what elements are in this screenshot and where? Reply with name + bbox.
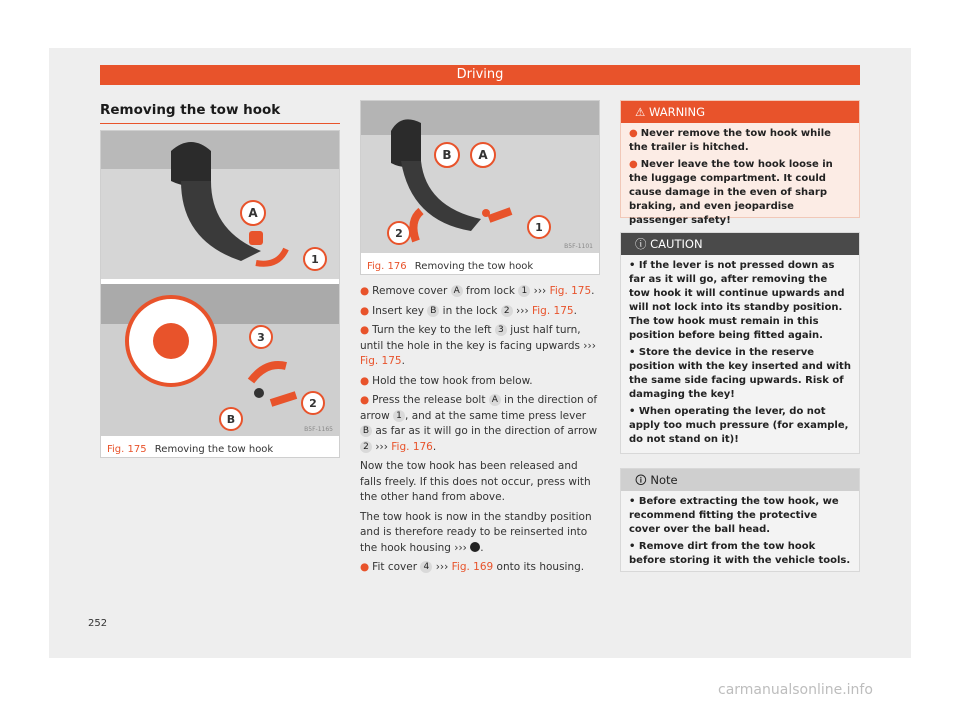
watermark: carmanualsonline.info [718, 682, 873, 698]
svg-text:B5F-1101: B5F-1101 [564, 243, 593, 250]
page-number: 252 [88, 618, 108, 629]
svg-text:1: 1 [535, 221, 543, 234]
note-icon: 🛈 [635, 473, 647, 487]
svg-text:2: 2 [395, 227, 403, 240]
note-box [620, 468, 860, 572]
step-text: onto its housing. [493, 561, 585, 573]
step-6 [360, 560, 600, 576]
step-4 [360, 374, 600, 390]
step-text: ››› [432, 561, 452, 573]
svg-text:A: A [248, 206, 258, 220]
step-text: , and at the same time press lever [405, 409, 587, 422]
step-text: Hold the tow hook from below. [372, 374, 533, 387]
bullet-icon: • [629, 347, 639, 358]
step-text: . [432, 440, 437, 453]
figure-link[interactable]: Fig. 175 [531, 304, 574, 317]
warning-body [621, 123, 859, 239]
section-title: Removing the tow hook [100, 100, 340, 124]
bullet-icon: ● [360, 561, 370, 573]
warning-item [629, 127, 851, 155]
step-text: as far as it will go in the direction of arrow [372, 425, 598, 437]
step-text: in the lock [439, 304, 501, 317]
figure-175-caption-text: Removing the tow hook [154, 444, 274, 455]
ref-label: 2 [501, 305, 513, 317]
figure-link[interactable]: Fig. 169 [451, 561, 494, 573]
ref-label: 1 [393, 410, 405, 422]
ref-label: 1 [518, 285, 530, 297]
note-header [621, 469, 859, 491]
svg-text:3: 3 [257, 331, 265, 344]
step-text: Press the release bolt [372, 394, 489, 406]
paragraph-standby [360, 510, 600, 557]
warning-item [629, 158, 851, 228]
step-text: . [573, 304, 577, 317]
step-text: . [591, 285, 595, 297]
bullet-icon: ● [360, 374, 370, 387]
warning-box [620, 100, 860, 226]
figure-176 [360, 100, 600, 275]
figure-link[interactable]: Fig. 175 [360, 355, 402, 367]
caution-item-text: If the lever is not pressed down as far as it will go, after removing the tow hook it will continue upwards and will not lock into its standby position. The tow hook must remain in this position before being fitted again. [629, 260, 845, 341]
ref-label: 2 [360, 441, 372, 453]
svg-text:2: 2 [309, 397, 317, 410]
instructions [360, 284, 600, 580]
warning-item-text: Never remove the tow hook while the trailer is hitched. [629, 128, 831, 153]
step-1 [360, 284, 600, 300]
paragraph-text: The tow hook is now in the standby position and is therefore ready to be reinserted into the hook housing ››› [360, 510, 592, 554]
svg-text:B: B [226, 413, 236, 426]
warning-header [621, 101, 859, 123]
step-text: just half turn, until the hole in the key is facing upwards ››› [360, 324, 596, 352]
bullet-icon: • [629, 260, 639, 271]
svg-text:B5F-1165: B5F-1165 [304, 426, 333, 433]
note-item [629, 495, 851, 537]
step-text: Fit cover [372, 561, 421, 573]
bullet-icon: • [629, 406, 639, 417]
caution-item [629, 259, 851, 343]
figure-176-image [361, 101, 599, 253]
svg-text:A: A [478, 148, 488, 162]
step-5 [360, 393, 600, 455]
figure-175-label: Fig. 175 [107, 444, 147, 455]
caution-item [629, 346, 851, 402]
ref-label: 3 [495, 324, 507, 336]
caution-body [621, 255, 859, 458]
bullet-icon: • [629, 496, 639, 507]
bullet-icon: ● [360, 394, 370, 406]
bullet-icon: ● [360, 304, 370, 317]
bullet-icon: ● [629, 159, 638, 170]
bullet-icon: • [629, 541, 639, 552]
step-text: ››› [512, 304, 532, 317]
figure-176-label: Fig. 176 [367, 261, 407, 272]
svg-text:B: B [442, 148, 452, 162]
step-text: from lock [462, 285, 519, 297]
ref-label: B [360, 425, 372, 437]
ref-label: 4 [420, 561, 432, 573]
caution-box [620, 232, 860, 454]
step-2 [360, 304, 600, 320]
caution-icon: ⓘ [635, 237, 647, 251]
bullet-icon: ● [360, 285, 370, 297]
paragraph-text: . [480, 541, 484, 554]
warning-heading: WARNING [648, 105, 706, 119]
ref-label: A [489, 394, 501, 406]
column-left [100, 100, 340, 124]
note-item-text: Before extracting the tow hook, we recommend fitting the protective cover over the ball head. [629, 496, 839, 535]
caution-ref-icon[interactable] [470, 542, 480, 552]
ref-label: B [427, 305, 439, 317]
warning-item-text: Never leave the tow hook loose in the luggage compartment. It could cause damage in the even of sharp braking, and even jeopardise passenger safety! [629, 159, 833, 226]
warning-icon: ⚠ [635, 105, 646, 119]
step-text: ››› [372, 440, 392, 453]
note-item [629, 540, 851, 568]
step-3 [360, 323, 600, 370]
bullet-icon: ● [629, 128, 638, 139]
step-text: . [401, 355, 405, 367]
figure-176-caption-text: Removing the tow hook [414, 261, 534, 272]
figure-link[interactable]: Fig. 175 [549, 285, 592, 297]
caution-heading: CAUTION [650, 237, 703, 251]
caution-item [629, 405, 851, 447]
step-text: Remove cover [372, 285, 451, 297]
figure-175-image [101, 131, 339, 436]
figure-link[interactable]: Fig. 176 [391, 440, 433, 453]
caution-item-text: Store the device in the reserve position with the key inserted and with the same side facing upwards. Risk of damaging the key! [629, 347, 851, 400]
step-text: Insert key [372, 304, 428, 317]
step-text: in the direction of arrow [360, 394, 598, 422]
bullet-icon: ● [360, 324, 370, 336]
note-heading: Note [650, 473, 678, 487]
step-text: ››› [530, 285, 550, 297]
caution-item-text: When operating the lever, do not apply too much pressure (for example, do not stand on it)! [629, 406, 849, 445]
paragraph-released: Now the tow hook has been released and falls freely. If this does not occur, press with the other hand from above. [360, 460, 591, 503]
note-item-text: Remove dirt from the tow hook before storing it with the vehicle tools. [629, 541, 851, 566]
figure-175-caption [101, 440, 339, 459]
section-header: Driving [100, 65, 860, 85]
step-text: Turn the key to the left [372, 324, 495, 336]
caution-header [621, 233, 859, 255]
figure-175 [100, 130, 340, 458]
ref-label: A [451, 285, 463, 297]
note-body [621, 491, 859, 579]
figure-176-caption [361, 257, 599, 276]
svg-text:1: 1 [311, 253, 319, 266]
